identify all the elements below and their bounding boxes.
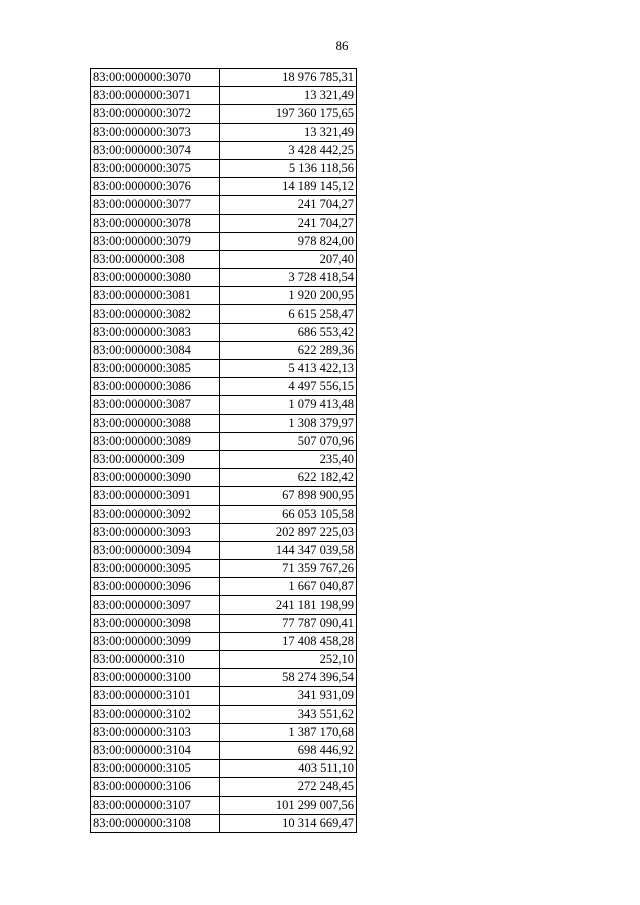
table-row bbox=[91, 305, 357, 323]
table-row bbox=[91, 287, 357, 305]
value-cell: 1 387 170,68 bbox=[220, 723, 357, 741]
table-row bbox=[91, 814, 357, 832]
cadastral-number-cell: 83:00:000000:3088 bbox=[91, 414, 220, 432]
cadastral-number-cell: 83:00:000000:309 bbox=[91, 450, 220, 468]
table-row bbox=[91, 632, 357, 650]
cadastral-number-cell: 83:00:000000:3074 bbox=[91, 141, 220, 159]
table-row bbox=[91, 578, 357, 596]
value-cell: 5 136 118,56 bbox=[220, 159, 357, 177]
table-row bbox=[91, 178, 357, 196]
cadastral-number-cell: 83:00:000000:3101 bbox=[91, 687, 220, 705]
cadastral-number-cell: 83:00:000000:3092 bbox=[91, 505, 220, 523]
table-body bbox=[91, 69, 357, 833]
cadastral-number-cell: 83:00:000000:3089 bbox=[91, 432, 220, 450]
value-cell: 3 428 442,25 bbox=[220, 141, 357, 159]
cadastral-number-cell: 83:00:000000:3108 bbox=[91, 814, 220, 832]
cadastral-number-cell: 83:00:000000:3096 bbox=[91, 578, 220, 596]
cadastral-number-cell: 83:00:000000:3095 bbox=[91, 560, 220, 578]
table-row bbox=[91, 705, 357, 723]
value-cell: 202 897 225,03 bbox=[220, 523, 357, 541]
cadastral-number-cell: 83:00:000000:3102 bbox=[91, 705, 220, 723]
value-cell: 10 314 669,47 bbox=[220, 814, 357, 832]
value-cell: 235,40 bbox=[220, 450, 357, 468]
table-row bbox=[91, 560, 357, 578]
value-cell: 17 408 458,28 bbox=[220, 632, 357, 650]
table-row bbox=[91, 341, 357, 359]
table-row bbox=[91, 723, 357, 741]
page-number: 86 bbox=[335, 38, 349, 53]
value-cell: 698 446,92 bbox=[220, 741, 357, 759]
table-row bbox=[91, 487, 357, 505]
value-cell: 101 299 007,56 bbox=[220, 796, 357, 814]
value-cell: 71 359 767,26 bbox=[220, 560, 357, 578]
table-row bbox=[91, 687, 357, 705]
table-row bbox=[91, 123, 357, 141]
table-row bbox=[91, 450, 357, 468]
cadastral-number-cell: 83:00:000000:3104 bbox=[91, 741, 220, 759]
cadastral-number-cell: 83:00:000000:3093 bbox=[91, 523, 220, 541]
table-row bbox=[91, 669, 357, 687]
table-row bbox=[91, 141, 357, 159]
value-cell: 341 931,09 bbox=[220, 687, 357, 705]
table-row bbox=[91, 269, 357, 287]
cadastral-number-cell: 83:00:000000:3072 bbox=[91, 105, 220, 123]
cadastral-number-cell: 83:00:000000:3085 bbox=[91, 360, 220, 378]
cadastral-number-cell: 83:00:000000:3086 bbox=[91, 378, 220, 396]
table-row bbox=[91, 250, 357, 268]
cadastral-number-cell: 83:00:000000:3078 bbox=[91, 214, 220, 232]
table-row bbox=[91, 741, 357, 759]
cadastral-number-cell: 83:00:000000:3105 bbox=[91, 760, 220, 778]
cadastral-number-cell: 83:00:000000:3100 bbox=[91, 669, 220, 687]
value-cell: 67 898 900,95 bbox=[220, 487, 357, 505]
value-cell: 978 824,00 bbox=[220, 232, 357, 250]
value-cell: 343 551,62 bbox=[220, 705, 357, 723]
table-row bbox=[91, 432, 357, 450]
value-cell: 241 704,27 bbox=[220, 196, 357, 214]
cadastral-number-cell: 83:00:000000:3087 bbox=[91, 396, 220, 414]
cadastral-number-cell: 83:00:000000:3106 bbox=[91, 778, 220, 796]
value-cell: 622 289,36 bbox=[220, 341, 357, 359]
table-row bbox=[91, 778, 357, 796]
table-row bbox=[91, 323, 357, 341]
table-row bbox=[91, 378, 357, 396]
table-row bbox=[91, 69, 357, 87]
cadastral-number-cell: 83:00:000000:3079 bbox=[91, 232, 220, 250]
cadastral-number-cell: 83:00:000000:3097 bbox=[91, 596, 220, 614]
table-row bbox=[91, 505, 357, 523]
value-cell: 77 787 090,41 bbox=[220, 614, 357, 632]
cadastral-number-cell: 83:00:000000:3091 bbox=[91, 487, 220, 505]
table-row bbox=[91, 760, 357, 778]
cadastral-number-cell: 83:00:000000:3082 bbox=[91, 305, 220, 323]
value-cell: 403 511,10 bbox=[220, 760, 357, 778]
cadastral-number-cell: 83:00:000000:3084 bbox=[91, 341, 220, 359]
value-cell: 272 248,45 bbox=[220, 778, 357, 796]
cadastral-number-cell: 83:00:000000:3098 bbox=[91, 614, 220, 632]
value-cell: 1 079 413,48 bbox=[220, 396, 357, 414]
table-row bbox=[91, 196, 357, 214]
table-row bbox=[91, 105, 357, 123]
value-cell: 1 308 379,97 bbox=[220, 414, 357, 432]
cadastral-number-cell: 83:00:000000:3094 bbox=[91, 541, 220, 559]
table-row bbox=[91, 396, 357, 414]
value-cell: 686 553,42 bbox=[220, 323, 357, 341]
value-cell: 1 667 040,87 bbox=[220, 578, 357, 596]
table-row bbox=[91, 214, 357, 232]
cadastral-number-cell: 83:00:000000:3083 bbox=[91, 323, 220, 341]
value-cell: 144 347 039,58 bbox=[220, 541, 357, 559]
cadastral-number-cell: 83:00:000000:3103 bbox=[91, 723, 220, 741]
value-cell: 622 182,42 bbox=[220, 469, 357, 487]
cadastral-number-cell: 83:00:000000:3107 bbox=[91, 796, 220, 814]
cadastral-number-cell: 83:00:000000:310 bbox=[91, 651, 220, 669]
value-cell: 507 070,96 bbox=[220, 432, 357, 450]
cadastral-number-cell: 83:00:000000:3075 bbox=[91, 159, 220, 177]
table-row bbox=[91, 596, 357, 614]
value-cell: 6 615 258,47 bbox=[220, 305, 357, 323]
cadastral-number-cell: 83:00:000000:3080 bbox=[91, 269, 220, 287]
table-row bbox=[91, 87, 357, 105]
cadastral-number-cell: 83:00:000000:3073 bbox=[91, 123, 220, 141]
value-cell: 1 920 200,95 bbox=[220, 287, 357, 305]
cadastral-number-cell: 83:00:000000:3099 bbox=[91, 632, 220, 650]
cadastral-number-cell: 83:00:000000:3090 bbox=[91, 469, 220, 487]
table-row bbox=[91, 523, 357, 541]
value-cell: 241 704,27 bbox=[220, 214, 357, 232]
cadastral-value-table bbox=[90, 68, 357, 833]
value-cell: 18 976 785,31 bbox=[220, 69, 357, 87]
cadastral-number-cell: 83:00:000000:308 bbox=[91, 250, 220, 268]
table-row bbox=[91, 414, 357, 432]
cadastral-number-cell: 83:00:000000:3076 bbox=[91, 178, 220, 196]
value-cell: 207,40 bbox=[220, 250, 357, 268]
table-row bbox=[91, 232, 357, 250]
value-cell: 66 053 105,58 bbox=[220, 505, 357, 523]
cadastral-number-cell: 83:00:000000:3077 bbox=[91, 196, 220, 214]
value-cell: 58 274 396,54 bbox=[220, 669, 357, 687]
cadastral-number-cell: 83:00:000000:3070 bbox=[91, 69, 220, 87]
value-cell: 13 321,49 bbox=[220, 123, 357, 141]
table-row bbox=[91, 614, 357, 632]
cadastral-number-cell: 83:00:000000:3071 bbox=[91, 87, 220, 105]
table-row bbox=[91, 796, 357, 814]
table-row bbox=[91, 541, 357, 559]
value-cell: 14 189 145,12 bbox=[220, 178, 357, 196]
value-cell: 13 321,49 bbox=[220, 87, 357, 105]
cadastral-number-cell: 83:00:000000:3081 bbox=[91, 287, 220, 305]
value-cell: 5 413 422,13 bbox=[220, 360, 357, 378]
value-cell: 197 360 175,65 bbox=[220, 105, 357, 123]
value-cell: 252,10 bbox=[220, 651, 357, 669]
table-row bbox=[91, 469, 357, 487]
table-row bbox=[91, 159, 357, 177]
table-row bbox=[91, 360, 357, 378]
value-cell: 3 728 418,54 bbox=[220, 269, 357, 287]
value-cell: 241 181 198,99 bbox=[220, 596, 357, 614]
value-cell: 4 497 556,15 bbox=[220, 378, 357, 396]
table-row bbox=[91, 651, 357, 669]
